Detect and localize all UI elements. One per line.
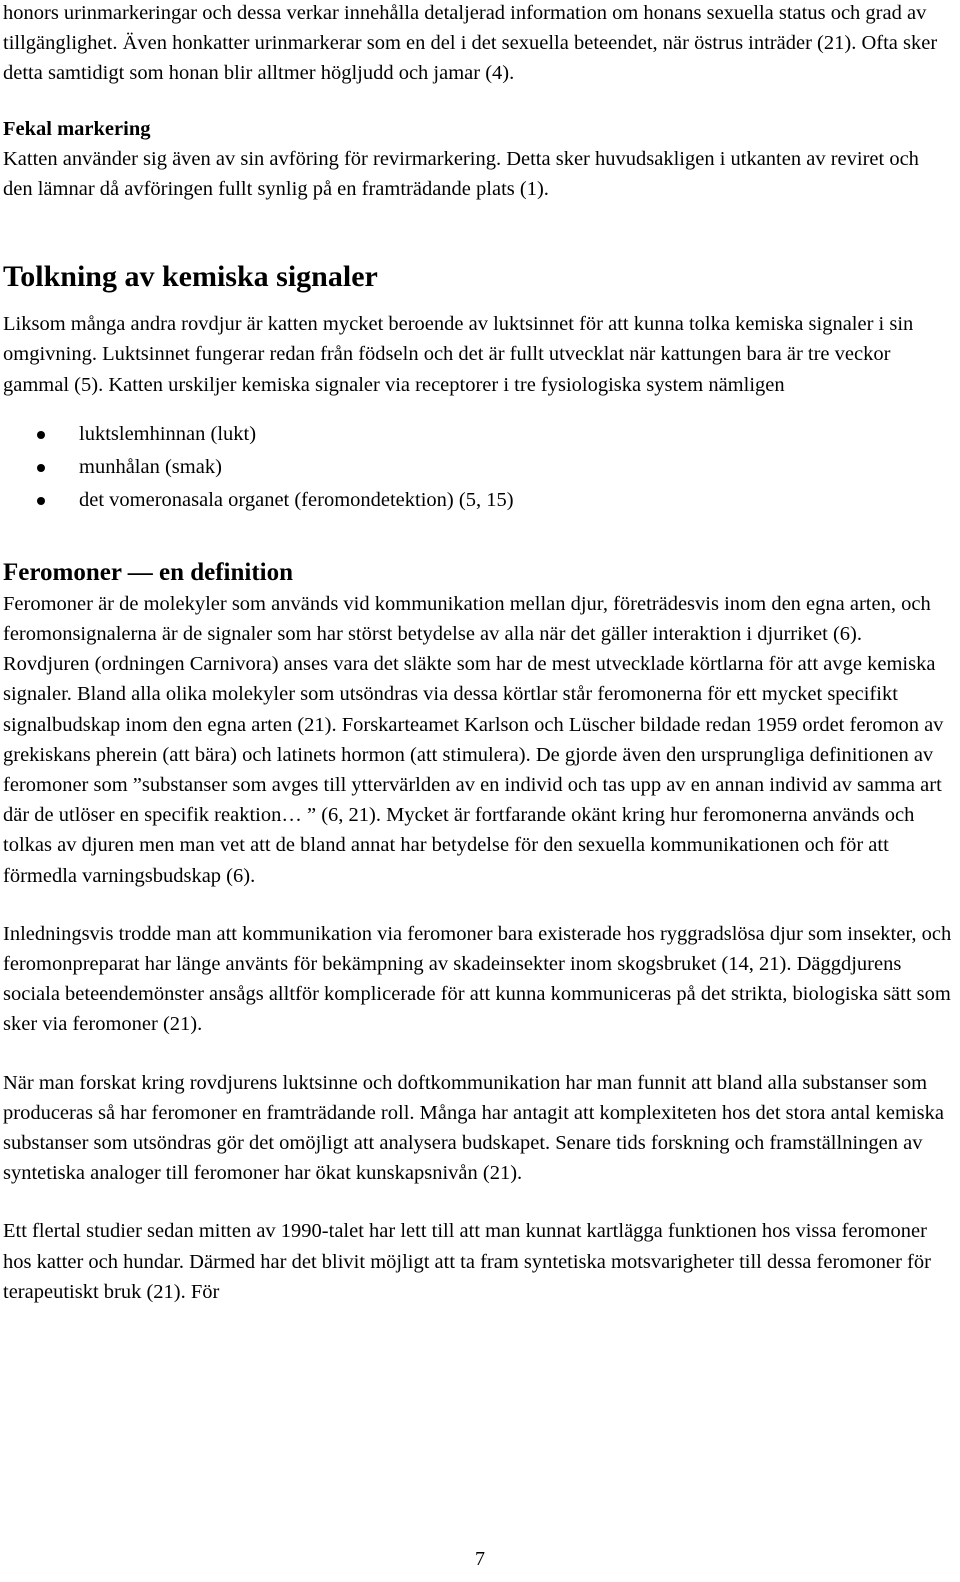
feromoner-paragraph-1: Feromoner är de molekyler som används vid kommunikation mellan djur, företrädesvis inom den egna arten, och feromonsignalerna är de signaler som har störst betydelse av alla när det gäller interaktion i djurriket (6). Rovdjuren (ordningen Carnivora) anses vara det släkte som har de mest utvecklade körtlarna för att avge kemiska signaler. Bland alla olika molekyler som utsöndras via dessa körtlar står feromonerna för ett mycket specifikt signalbudskap inom den egna arten (21). Forskarteamet Karlson och Lüscher bildade redan 1959 ordet feromon av grekiskans pherein (att bära) och latinets hormon (att stimulera). De gjorde även den ursprungliga definitionen av feromoner som ”substanser som avges till yttervärlden av en individ och tas upp av en annan individ av samma art där de utlöser en specifik reaktion… ” (6, 21). Mycket är fortfarande okänt kring hur feromonerna används och tolkas av djuren men man vet att de bland annat har betydelse för den sexuella kommunikationen och för att förmedla varningsbudskap (6). [3,592,944,887]
list-item [3,484,953,517]
page-number: 7 [475,1548,485,1570]
fekal-paragraph: Katten använder sig även av sin avföring för revirmarkering. Detta sker huvudsakligen i utkanten av reviret och den lämnar då avföringen fullt synlig på en framträdande plats (1). [3,147,919,201]
list-item [3,451,953,484]
receptor-list [3,418,953,517]
bullet-icon [37,464,45,472]
bullet-icon [37,431,45,439]
feromoner-paragraph-2: Inledningsvis trodde man att kommunikation via feromoner bara existerade hos ryggradslösa djur som insekter, och feromonpreparat har länge använts för bekämpning av skadeinsekter inom skogsbruket (14, 21). Däggdjurens sociala beteendemönster ansågs alltför komplicerade för att kunna kommuniceras på det strikta, biologiska sätt som sker via feromoner (21). [3,922,952,1036]
list-item-text: luktslemhinnan (lukt) [79,422,257,445]
feromoner-heading: Feromoner — en definition [3,558,294,586]
fekal-heading: Fekal markering [3,117,151,140]
list-item [3,418,953,451]
intro-paragraph: honors urinmarkeringar och dessa verkar innehålla detaljerad information om honans sexuella status och grad av tillgänglighet. Även honkatter urinmarkerar som en del i det sexuella beteendet, när östrus inträder (21). Ofta sker detta samtidigt som honan blir alltmer högljudd och jamar (4). [3,2,938,85]
tolkning-paragraph: Liksom många andra rovdjur är katten mycket beroende av luktsinnet för att kunna tolka kemiska signaler i sin omgivning. Luktsinnet fungerar redan från födseln och det är fullt utvecklat när kattungen bara är tre veckor gammal (5). Katten urskiljer kemiska signaler via receptorer i tre fysiologiska system nämligen [3,313,914,396]
list-item-text: det vomeronasala organet (feromondetektion) (5, 15) [79,488,514,511]
feromoner-paragraph-4: Ett flertal studier sedan mitten av 1990-talet har lett till att man kunnat kartlägga funktionen hos vissa feromoner hos katter och hundar. Därmed har det blivit möjligt att ta fram syntetiska motsvarigheter till dessa feromoner för terapeutiskt bruk (21). För [3,1220,931,1303]
bullet-icon [37,497,45,505]
page-content [3,0,953,1307]
feromoner-paragraph-3: När man forskat kring rovdjurens luktsinne och doftkommunikation har man funnit att bland alla substanser som produceras så har feromoner en framträdande roll. Många har antagit att komplexiteten hos det stora antal kemiska substanser som utsöndras gör det omöjligt att analysera budskapet. Senare tids forskning och framställningen av syntetiska analoger till feromoner har ökat kunskapsnivån (21). [3,1071,944,1185]
list-item-text: munhålan (smak) [79,455,222,478]
tolkning-heading: Tolkning av kemiska signaler [3,260,378,294]
